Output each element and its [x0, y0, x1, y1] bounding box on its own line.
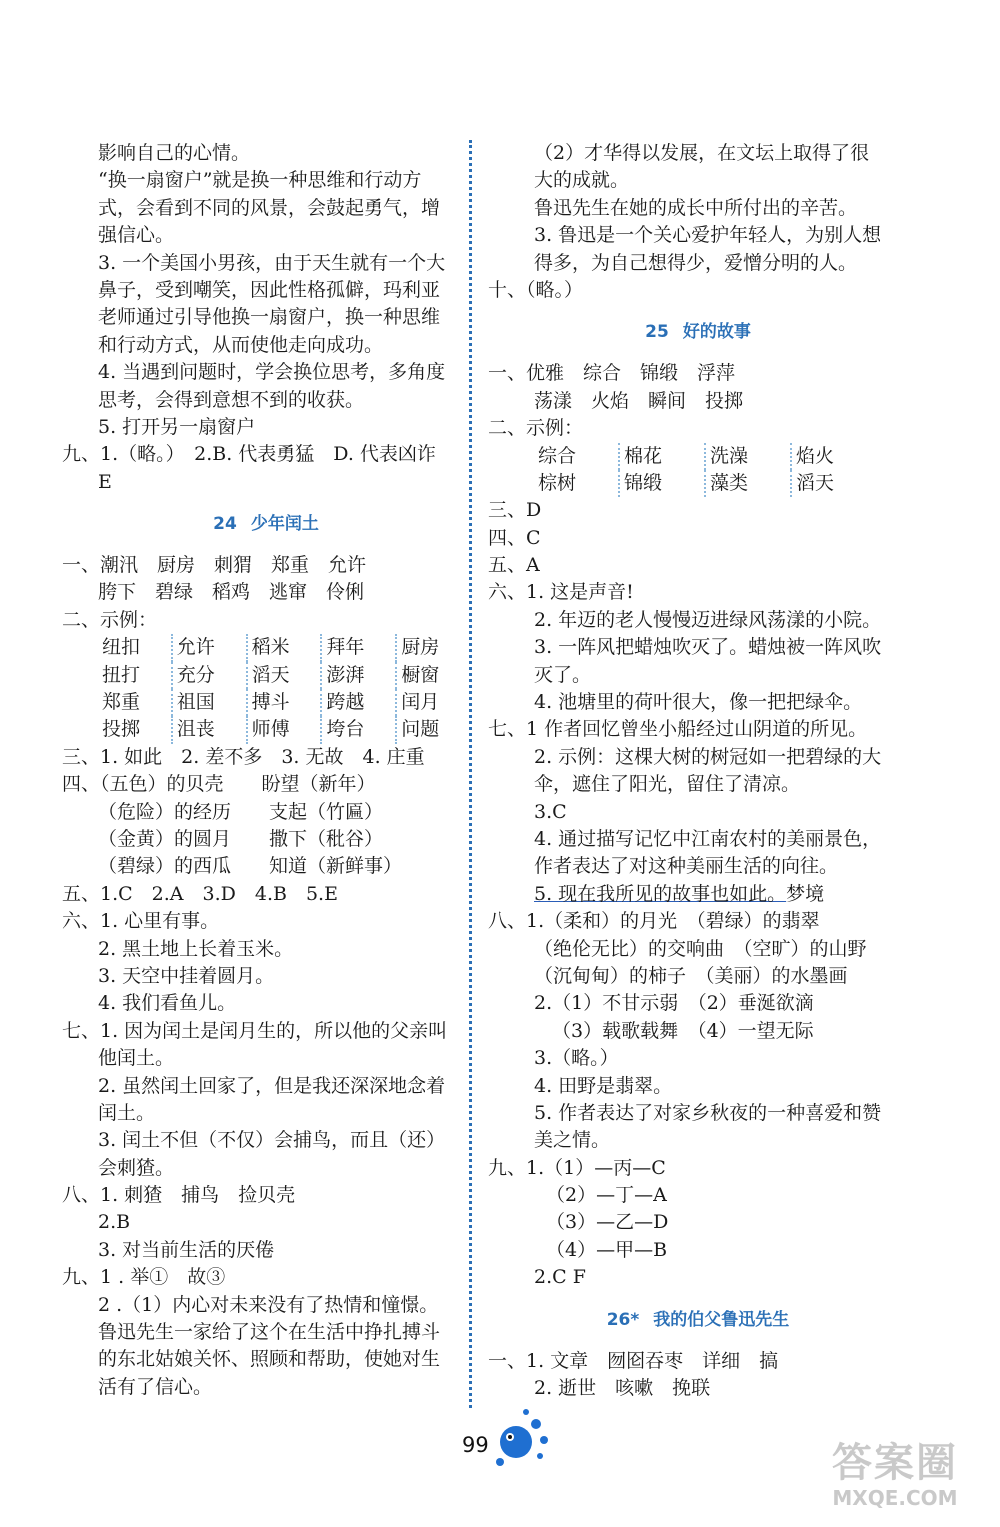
- answer-line: 一、优雅 综合 锦缎 浮萍: [488, 362, 736, 385]
- section-heading-24: [62, 496, 470, 552]
- answer-line: 老师通过引导他换一扇窗户，换一种思维: [98, 306, 441, 329]
- answer-line: 式，会看到不同的风景，会鼓起勇气，增: [98, 196, 441, 219]
- section-number: 26*: [606, 1309, 640, 1330]
- answer-line: 作者表达了对这种美丽生活的向往。: [534, 855, 839, 878]
- example-word: 允许: [171, 634, 246, 661]
- example-word: 祖国: [171, 689, 246, 716]
- answer-line: 3.C: [534, 800, 567, 823]
- answer-line: 影响自己的心情。: [98, 142, 251, 164]
- answer-line: 4. 通过描写记忆中江南农村的美丽景色，: [534, 827, 882, 850]
- example-word: 棉花: [618, 443, 704, 470]
- example-word: 跨越: [320, 689, 395, 716]
- example-word: 澎湃: [320, 662, 395, 689]
- answer-line: 的东北姑娘关怀、照顾和帮助，使她对生: [98, 1348, 441, 1371]
- answer-line: 一、1. 文章 囫囵吞枣 详细 搞: [488, 1349, 779, 1372]
- example-word: 藻类: [704, 470, 790, 497]
- answer-line: 七、1 作者回忆曾坐小船经过山阴道的所见。: [488, 718, 868, 741]
- mascot-splash-icon: [486, 1404, 556, 1474]
- answer-line: 十、（略。）: [488, 278, 584, 301]
- answer-line: （金黄）的圆月 撒下（秕谷）: [98, 827, 384, 850]
- answer-line: 大的成就。: [534, 169, 630, 192]
- answer-line: 他闰土。: [98, 1047, 175, 1070]
- section-heading-25: [488, 304, 908, 360]
- section-heading-26: [488, 1292, 908, 1348]
- answer-line: 六、1. 这是声音!: [488, 581, 634, 604]
- watermark-url: MXQE.COM: [832, 1486, 958, 1510]
- answer-line: 强信心。: [98, 224, 175, 247]
- section-number: 25: [645, 322, 669, 343]
- example-word: 扭打: [102, 663, 141, 686]
- answer-line: 3. 天空中挂着圆月。: [98, 964, 275, 987]
- example-word: 问题: [395, 716, 470, 743]
- answer-line: 美之情。: [534, 1129, 611, 1152]
- answer-line: 五、1.C 2.A 3.D 4.B 5.E: [62, 882, 338, 905]
- answer-line: （危险）的经历 支起（竹匾）: [98, 800, 384, 823]
- answer-line: 一、潮汛 厨房 刺猬 郑重 允许: [62, 554, 367, 577]
- answer-line: E: [98, 470, 112, 493]
- left-column: [62, 140, 470, 1401]
- watermark-logo-text: 答案圈: [832, 1440, 958, 1486]
- answer-line: 4. 池塘里的荷叶很大，像一把把绿伞。: [534, 691, 863, 714]
- answer-line: 八、1. 刺猹 捕鸟 捡贝壳: [62, 1184, 296, 1207]
- example-row: [488, 443, 908, 470]
- example-word: 投掷: [102, 718, 141, 741]
- watermark: [800, 1440, 990, 1510]
- example-word: 锦缎: [618, 470, 704, 497]
- section-number: 24: [213, 514, 237, 535]
- answer-line: 5. 打开另一扇窗户: [98, 415, 256, 438]
- answer-line: 五、A: [488, 554, 540, 577]
- answer-line: 鲁迅先生在她的成长中所付出的辛苦。: [534, 196, 858, 219]
- answer-line: 二、示例：: [62, 608, 158, 631]
- answer-line: （碧绿）的西瓜 知道（新鲜事）: [98, 855, 403, 878]
- example-word: 师傅: [246, 716, 321, 743]
- example-row: [488, 470, 908, 497]
- example-word: 焰火: [790, 443, 876, 470]
- answer-line: 4. 我们看鱼儿。: [98, 992, 237, 1015]
- page-number: 99: [462, 1433, 489, 1457]
- example-word: 橱窗: [395, 662, 470, 689]
- answer-line: 二、示例：: [488, 417, 584, 440]
- answer-line: 会刺猹。: [98, 1156, 175, 1179]
- answer-line: 2.B: [98, 1211, 131, 1234]
- section-title: 少年闰土: [250, 514, 319, 535]
- answer-line: 3. 对当前生活的厌倦: [98, 1238, 275, 1261]
- answer-line: 2. 虽然闰土回家了，但是我还深深地念着: [98, 1074, 446, 1097]
- answer-line: 2. 黑土地上长着玉米。: [98, 937, 294, 960]
- example-word: 闰月: [395, 689, 470, 716]
- answer-line: 鼻子，受到嘲笑，因此性格孤僻，玛利亚: [98, 278, 441, 301]
- answer-line: 荡漾 火焰 瞬间 投掷: [534, 389, 744, 412]
- answer-line: 三、D: [488, 499, 542, 522]
- example-row: [62, 662, 470, 689]
- answer-line: 2. 示例：这棵大树的树冠如一把碧绿的大: [534, 745, 882, 768]
- answer-line: 3. 鲁迅是一个关心爱护年轻人，为别人想: [534, 224, 882, 247]
- answer-line: 和行动方式，从而使他走向成功。: [98, 333, 384, 356]
- answer-line: 灭了。: [534, 663, 592, 686]
- answer-line: 3. 一阵风把蜡烛吹灭了。蜡烛被一阵风吹: [534, 636, 882, 659]
- example-word: 洗澡: [704, 443, 790, 470]
- answer-line: 闰土。: [98, 1101, 156, 1124]
- answer-line: 4. 当遇到问题时，学会换位思考，多角度: [98, 361, 446, 384]
- answer-line: 活有了信心。: [98, 1375, 213, 1398]
- answer-line: 2.（1）不甘示弱 （2）垂涎欲滴: [534, 992, 814, 1015]
- example-word: 稻米: [246, 634, 321, 661]
- example-word: 综合: [538, 444, 577, 467]
- answer-line: 2. 年迈的老人慢慢迈进绿风荡漾的小院。: [534, 608, 882, 631]
- answer-line: “换一扇窗户”就是换一种思维和行动方: [98, 169, 422, 192]
- answer-line: 六、1. 心里有事。: [62, 910, 220, 933]
- example-word: 滔天: [790, 470, 876, 497]
- answer-line: 得多，为自己想得少，爱憎分明的人。: [534, 251, 858, 274]
- example-word: 充分: [171, 662, 246, 689]
- answer-line: （2）—丁—A: [546, 1184, 667, 1207]
- example-word: 棕树: [538, 471, 577, 494]
- example-word: 滔天: [246, 662, 321, 689]
- answer-line: （3）—乙—D: [546, 1211, 669, 1234]
- answer-line: [488, 881, 908, 908]
- underlined-answer: 5. 现在我所见的故事也如此。: [534, 882, 787, 905]
- answer-line: 4. 田野是翡翠。: [534, 1074, 673, 1097]
- answer-line: 九、1.（1）—丙—C: [488, 1156, 666, 1179]
- answer-line: 四、（五色）的贝壳 盼望（新年）: [62, 773, 376, 796]
- answer-line: （4）—甲—B: [546, 1238, 668, 1261]
- answer-line: 胯下 碧绿 稻鸡 逃窜 伶俐: [98, 581, 365, 604]
- example-word: 沮丧: [171, 716, 246, 743]
- answer-line: 思考，会得到意想不到的收获。: [98, 388, 365, 411]
- section-title: 好的故事: [682, 322, 751, 343]
- answer-text: 梦境: [786, 882, 825, 905]
- answer-line: 八、1.（柔和）的月光 （碧绿）的翡翠: [488, 910, 820, 933]
- answer-line: 2. 逝世 咳嗽 挽联: [534, 1377, 711, 1400]
- example-word: 厨房: [395, 634, 470, 661]
- answer-line: 鲁迅先生一家给了这个在生活中挣扎搏斗: [98, 1321, 441, 1344]
- answer-line: 九、1 . 举① 故③: [62, 1266, 226, 1289]
- example-word: 郑重: [102, 691, 141, 714]
- example-row: [62, 634, 470, 661]
- answer-line: 3. 闰土不但（不仅）会捕鸟，而且（还）: [98, 1129, 446, 1152]
- answer-line: （绝伦无比）的交响曲 （空旷）的山野: [534, 937, 867, 960]
- example-word: 垮台: [320, 716, 395, 743]
- answer-line: 2.C F: [534, 1266, 586, 1289]
- answer-line: （2）才华得以发展，在文坛上取得了很: [534, 142, 870, 164]
- section-title: 我的伯父鲁迅先生: [653, 1309, 790, 1330]
- example-word: 搏斗: [246, 689, 321, 716]
- answer-line: 2 .（1）内心对未来没有了热情和憧憬。: [98, 1293, 439, 1316]
- answer-line: 3.（略。）: [534, 1047, 619, 1070]
- answer-line: 5. 作者表达了对家乡秋夜的一种喜爱和赞: [534, 1101, 882, 1124]
- answer-line: （沉甸甸）的柿子 （美丽）的水墨画: [534, 964, 848, 987]
- answer-line: 九、1.（略。） 2.B. 代表勇猛 D. 代表凶诈: [62, 443, 436, 466]
- example-row: [62, 716, 470, 743]
- answer-line: 伞，遮住了阳光，留住了清凉。: [534, 773, 801, 796]
- answer-line: （3）载歌载舞 （4）一望无际: [552, 1019, 814, 1042]
- answer-line: 三、1. 如此 2. 差不多 3. 无故 4. 庄重: [62, 745, 425, 768]
- example-row: [62, 689, 470, 716]
- answer-line: 七、1. 因为闰土是闰月生的，所以他的父亲叫: [62, 1019, 448, 1042]
- example-word: 纽扣: [102, 636, 141, 659]
- answer-line: 3. 一个美国小男孩，由于天生就有一个大: [98, 251, 446, 274]
- answer-line: 四、C: [488, 526, 541, 549]
- right-column: [488, 140, 908, 1402]
- example-word: 拜年: [320, 634, 395, 661]
